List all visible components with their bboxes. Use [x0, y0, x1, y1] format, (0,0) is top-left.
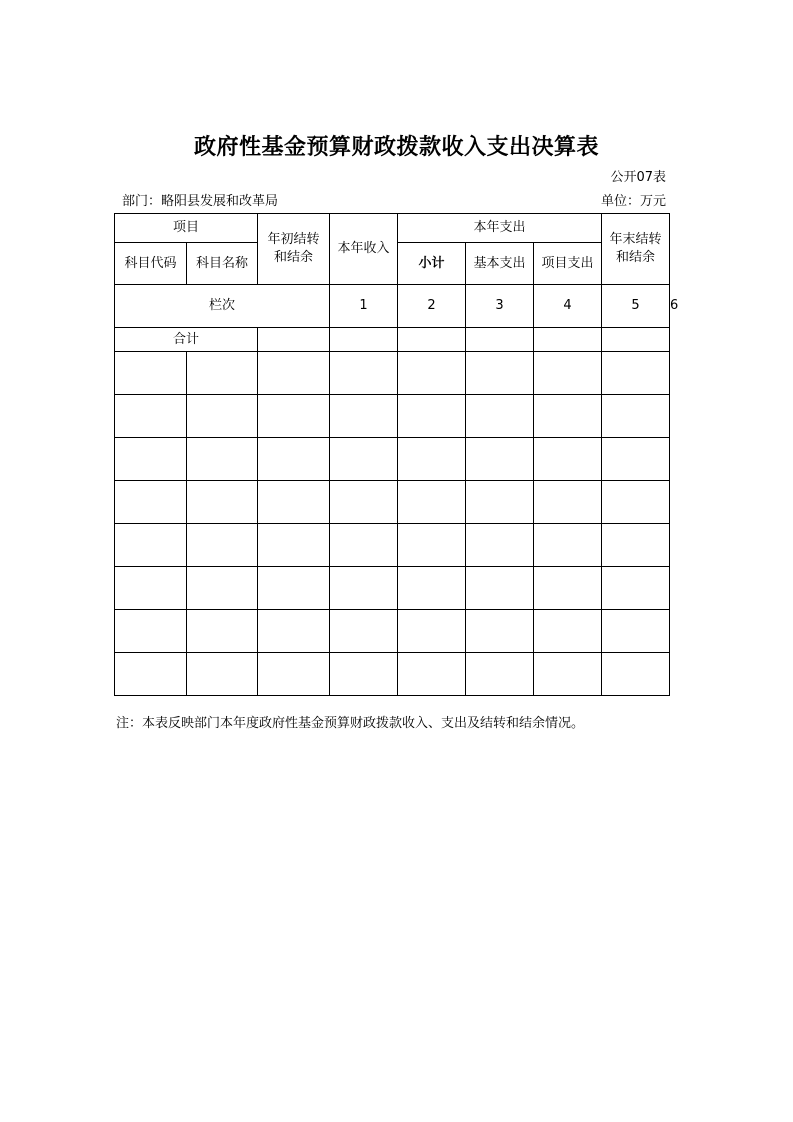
table-cell [602, 352, 670, 395]
table-cell [466, 328, 534, 352]
table-row [115, 438, 670, 481]
table-cell [330, 524, 398, 567]
header-basic-expenditure: 基本支出 [466, 243, 534, 285]
table-cell [602, 438, 670, 481]
table-cell [187, 395, 258, 438]
table-cell [466, 352, 534, 395]
table-cell [466, 610, 534, 653]
table-cell [258, 438, 330, 481]
column-number: 2 [398, 285, 466, 328]
table-cell [534, 352, 602, 395]
table-cell [258, 481, 330, 524]
header-closing-balance [602, 214, 670, 285]
table-cell [466, 438, 534, 481]
table-cell [602, 653, 670, 696]
page-title: 政府性基金预算财政拨款收入支出决算表 [193, 135, 599, 160]
table-cell [534, 395, 602, 438]
table-cell [187, 653, 258, 696]
table-cell [187, 567, 258, 610]
table-cell [398, 567, 466, 610]
table-cell [330, 352, 398, 395]
table-row [115, 524, 670, 567]
column-number: 1 [330, 285, 398, 328]
table-row [115, 352, 670, 395]
header-row-1 [115, 214, 670, 243]
table-cell [398, 395, 466, 438]
footnote: 注：本表反映部门本年度政府性基金预算财政拨款收入、支出及结转和结余情况。 [116, 716, 585, 731]
header-subtotal: 小计 [398, 243, 466, 285]
unit-label: 单位：万元 [600, 194, 666, 209]
table-cell [602, 481, 670, 524]
table-cell [115, 610, 187, 653]
table-cell [398, 438, 466, 481]
table-cell [534, 653, 602, 696]
budget-table [114, 213, 679, 696]
table-row [115, 653, 670, 696]
table-cell [466, 524, 534, 567]
table-row [115, 395, 670, 438]
table-cell [258, 328, 330, 352]
table-cell [398, 352, 466, 395]
header-subject-code: 科目代码 [115, 243, 187, 285]
header-closing-balance-text: 年末结转和结余 [609, 232, 662, 265]
table-cell [258, 524, 330, 567]
table-cell [258, 610, 330, 653]
table-cell [258, 395, 330, 438]
column-index-row: 栏次 1 2 3 4 5 6 [115, 285, 670, 328]
header-project-expenditure: 项目支出 [534, 243, 602, 285]
header-income: 本年收入 [330, 214, 398, 285]
table-cell [187, 438, 258, 481]
table-cell [466, 395, 534, 438]
total-row [115, 328, 670, 352]
table-cell [534, 481, 602, 524]
table-cell [115, 352, 187, 395]
table-cell [534, 610, 602, 653]
column-index-label: 栏次 [115, 285, 330, 328]
table-cell [115, 481, 187, 524]
header-opening-balance-text: 年初结转和结余 [267, 232, 320, 265]
table-cell [534, 438, 602, 481]
table-cell [602, 610, 670, 653]
table-cell [115, 653, 187, 696]
table-row [115, 567, 670, 610]
table-cell [602, 395, 670, 438]
table-cell [330, 610, 398, 653]
table-cell [534, 567, 602, 610]
table-cell [398, 524, 466, 567]
table-cell [466, 567, 534, 610]
table-cell [115, 438, 187, 481]
table-cell [398, 610, 466, 653]
column-number: 3 [466, 285, 534, 328]
table-cell [398, 653, 466, 696]
table-cell [258, 352, 330, 395]
header-item: 项目 [115, 214, 258, 243]
table-cell [330, 438, 398, 481]
table-cell [115, 395, 187, 438]
table-cell [115, 567, 187, 610]
header-opening-balance [258, 214, 330, 285]
column-number: 4 [534, 285, 602, 328]
table-cell [602, 567, 670, 610]
table-cell [115, 524, 187, 567]
table-row [115, 610, 670, 653]
table-cell [187, 352, 258, 395]
header-expenditure: 本年支出 [398, 214, 602, 243]
table-cell [330, 567, 398, 610]
table-cell [330, 328, 398, 352]
table-cell [534, 524, 602, 567]
total-label: 合计 [115, 328, 258, 352]
table-cell [258, 653, 330, 696]
table-cell [187, 610, 258, 653]
table-cell [602, 328, 670, 352]
table-cell [398, 328, 466, 352]
header-subject-name: 科目名称 [187, 243, 258, 285]
table-cell [330, 653, 398, 696]
table-row [115, 481, 670, 524]
column-number: 5 [602, 285, 670, 328]
table-cell [330, 395, 398, 438]
table-cell [466, 653, 534, 696]
table-cell [330, 481, 398, 524]
table-cell [187, 481, 258, 524]
table-cell [258, 567, 330, 610]
table-cell [602, 524, 670, 567]
table-cell [398, 481, 466, 524]
department-label: 部门：略阳县发展和改革局 [122, 194, 279, 209]
table-cell [466, 481, 534, 524]
form-code: 公开07表 [610, 170, 666, 185]
table-cell [534, 328, 602, 352]
table-cell [187, 524, 258, 567]
